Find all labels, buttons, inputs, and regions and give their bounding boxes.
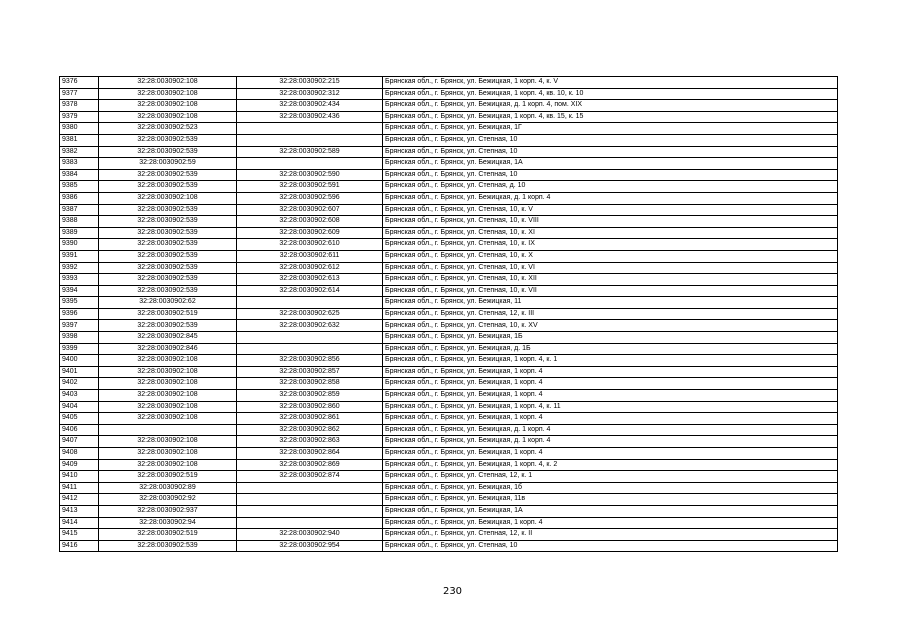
address-cell: Брянская обл., г. Брянск, ул. Бежицкая, 11в <box>383 494 838 506</box>
table-row <box>60 413 838 425</box>
parent-cadastral-number-cell: 32:28:0030902:539 <box>99 169 237 181</box>
table-row <box>60 540 838 552</box>
cadastral-number-cell: 32:28:0030902:434 <box>237 100 383 112</box>
address-cell: Брянская обл., г. Брянск, ул. Степная, 12, к. 1 <box>383 471 838 483</box>
table-row <box>60 158 838 170</box>
table-row <box>60 505 838 517</box>
address-cell: Брянская обл., г. Брянск, ул. Степная, 10, к. V <box>383 204 838 216</box>
cadastral-number-cell <box>237 517 383 529</box>
address-cell: Брянская обл., г. Брянск, ул. Бежицкая, 1 корп. 4 <box>383 517 838 529</box>
parent-cadastral-number-cell: 32:28:0030902:92 <box>99 494 237 506</box>
cadastral-number-cell: 32:28:0030902:864 <box>237 448 383 460</box>
table-row <box>60 308 838 320</box>
row-number-cell: 9390 <box>60 239 99 251</box>
table-row <box>60 448 838 460</box>
table-row <box>60 134 838 146</box>
address-cell: Брянская обл., г. Брянск, ул. Степная, 12, к. II <box>383 529 838 541</box>
address-cell: Брянская обл., г. Брянск, ул. Бежицкая, д. 1 корп. 4, пом. XIX <box>383 100 838 112</box>
address-cell: Брянская обл., г. Брянск, ул. Бежицкая, 11 <box>383 297 838 309</box>
address-cell: Брянская обл., г. Брянск, ул. Степная, 10, к. XII <box>383 274 838 286</box>
row-number-cell: 9376 <box>60 77 99 89</box>
address-cell: Брянская обл., г. Брянск, ул. Бежицкая, 1 корп. 4 <box>383 448 838 460</box>
table-row <box>60 204 838 216</box>
parent-cadastral-number-cell: 32:28:0030902:108 <box>99 192 237 204</box>
row-number-cell: 9394 <box>60 285 99 297</box>
row-number-cell: 9396 <box>60 308 99 320</box>
table-row <box>60 529 838 541</box>
address-cell: Брянская обл., г. Брянск, ул. Степная, 10 <box>383 134 838 146</box>
parent-cadastral-number-cell: 32:28:0030902:539 <box>99 285 237 297</box>
row-number-cell: 9378 <box>60 100 99 112</box>
table-row <box>60 181 838 193</box>
parent-cadastral-number-cell <box>99 424 237 436</box>
row-number-cell: 9415 <box>60 529 99 541</box>
parent-cadastral-number-cell: 32:28:0030902:108 <box>99 378 237 390</box>
table-body <box>60 77 838 552</box>
row-number-cell: 9400 <box>60 355 99 367</box>
table-row <box>60 250 838 262</box>
row-number-cell: 9401 <box>60 366 99 378</box>
row-number-cell: 9383 <box>60 158 99 170</box>
row-number-cell: 9397 <box>60 320 99 332</box>
parent-cadastral-number-cell: 32:28:0030902:108 <box>99 88 237 100</box>
row-number-cell: 9398 <box>60 332 99 344</box>
address-cell: Брянская обл., г. Брянск, ул. Степная, д. 10 <box>383 181 838 193</box>
cadastral-number-cell: 32:28:0030902:613 <box>237 274 383 286</box>
table-row <box>60 227 838 239</box>
address-cell: Брянская обл., г. Брянск, ул. Степная, 10, к. XI <box>383 227 838 239</box>
row-number-cell: 9393 <box>60 274 99 286</box>
parent-cadastral-number-cell: 32:28:0030902:108 <box>99 413 237 425</box>
row-number-cell: 9405 <box>60 413 99 425</box>
table-row <box>60 494 838 506</box>
table-row <box>60 401 838 413</box>
cadastral-number-cell <box>237 134 383 146</box>
row-number-cell: 9379 <box>60 111 99 123</box>
address-cell: Брянская обл., г. Брянск, ул. Степная, 10 <box>383 540 838 552</box>
cadastral-table <box>59 76 838 552</box>
cadastral-number-cell: 32:28:0030902:607 <box>237 204 383 216</box>
table-row <box>60 366 838 378</box>
table-row <box>60 297 838 309</box>
row-number-cell: 9404 <box>60 401 99 413</box>
parent-cadastral-number-cell: 32:28:0030902:539 <box>99 134 237 146</box>
address-cell: Брянская обл., г. Брянск, ул. Бежицкая, 1 корп. 4, кв. 10, к. 10 <box>383 88 838 100</box>
parent-cadastral-number-cell: 32:28:0030902:523 <box>99 123 237 135</box>
cadastral-number-cell <box>237 297 383 309</box>
table-row <box>60 262 838 274</box>
cadastral-number-cell: 32:28:0030902:614 <box>237 285 383 297</box>
cadastral-number-cell: 32:28:0030902:632 <box>237 320 383 332</box>
cadastral-number-cell: 32:28:0030902:862 <box>237 424 383 436</box>
parent-cadastral-number-cell: 32:28:0030902:94 <box>99 517 237 529</box>
address-cell: Брянская обл., г. Брянск, ул. Степная, 10, к. IX <box>383 239 838 251</box>
row-number-cell: 9387 <box>60 204 99 216</box>
table-row <box>60 216 838 228</box>
cadastral-number-cell: 32:28:0030902:859 <box>237 390 383 402</box>
address-cell: Брянская обл., г. Брянск, ул. Бежицкая, 1 корп. 4, к. 1 <box>383 355 838 367</box>
address-cell: Брянская обл., г. Брянск, ул. Степная, 10, к. X <box>383 250 838 262</box>
address-cell: Брянская обл., г. Брянск, ул. Бежицкая, 1А <box>383 505 838 517</box>
parent-cadastral-number-cell: 32:28:0030902:846 <box>99 343 237 355</box>
address-cell: Брянская обл., г. Брянск, ул. Бежицкая, 1А <box>383 158 838 170</box>
row-number-cell: 9384 <box>60 169 99 181</box>
row-number-cell: 9406 <box>60 424 99 436</box>
cadastral-number-cell: 32:28:0030902:861 <box>237 413 383 425</box>
table-row <box>60 332 838 344</box>
address-cell: Брянская обл., г. Брянск, ул. Бежицкая, 1Г <box>383 123 838 135</box>
parent-cadastral-number-cell: 32:28:0030902:108 <box>99 355 237 367</box>
parent-cadastral-number-cell: 32:28:0030902:539 <box>99 146 237 158</box>
row-number-cell: 9377 <box>60 88 99 100</box>
parent-cadastral-number-cell: 32:28:0030902:539 <box>99 239 237 251</box>
row-number-cell: 9388 <box>60 216 99 228</box>
parent-cadastral-number-cell: 32:28:0030902:108 <box>99 459 237 471</box>
table-row <box>60 482 838 494</box>
address-cell: Брянская обл., г. Брянск, ул. Бежицкая, д. 1Б <box>383 343 838 355</box>
row-number-cell: 9380 <box>60 123 99 135</box>
cadastral-number-cell: 32:28:0030902:860 <box>237 401 383 413</box>
parent-cadastral-number-cell: 32:28:0030902:539 <box>99 320 237 332</box>
parent-cadastral-number-cell: 32:28:0030902:62 <box>99 297 237 309</box>
address-cell: Брянская обл., г. Брянск, ул. Бежицкая, 1 корп. 4 <box>383 378 838 390</box>
cadastral-number-cell: 32:28:0030902:858 <box>237 378 383 390</box>
cadastral-number-cell: 32:28:0030902:869 <box>237 459 383 471</box>
table-row <box>60 390 838 402</box>
cadastral-number-cell: 32:28:0030902:610 <box>237 239 383 251</box>
table-row <box>60 239 838 251</box>
address-cell: Брянская обл., г. Брянск, ул. Степная, 10 <box>383 169 838 181</box>
cadastral-number-cell: 32:28:0030902:863 <box>237 436 383 448</box>
parent-cadastral-number-cell: 32:28:0030902:539 <box>99 227 237 239</box>
cadastral-number-cell <box>237 482 383 494</box>
address-cell: Брянская обл., г. Брянск, ул. Степная, 10, к. VII <box>383 285 838 297</box>
cadastral-number-cell <box>237 343 383 355</box>
row-number-cell: 9411 <box>60 482 99 494</box>
address-cell: Брянская обл., г. Брянск, ул. Бежицкая, 1 корп. 4 <box>383 366 838 378</box>
cadastral-number-cell: 32:28:0030902:857 <box>237 366 383 378</box>
address-cell: Брянская обл., г. Брянск, ул. Бежицкая, д. 1 корп. 4 <box>383 424 838 436</box>
address-cell: Брянская обл., г. Брянск, ул. Бежицкая, 1 корп. 4 <box>383 413 838 425</box>
table-row <box>60 517 838 529</box>
table-row <box>60 471 838 483</box>
cadastral-number-cell: 32:28:0030902:215 <box>237 77 383 89</box>
cadastral-number-cell: 32:28:0030902:596 <box>237 192 383 204</box>
row-number-cell: 9414 <box>60 517 99 529</box>
address-cell: Брянская обл., г. Брянск, ул. Бежицкая, д. 1 корп. 4 <box>383 192 838 204</box>
address-cell: Брянская обл., г. Брянск, ул. Бежицкая, 1 корп. 4, кв. 15, к. 15 <box>383 111 838 123</box>
cadastral-number-cell <box>237 123 383 135</box>
parent-cadastral-number-cell: 32:28:0030902:519 <box>99 308 237 320</box>
table-row <box>60 274 838 286</box>
cadastral-number-cell: 32:28:0030902:954 <box>237 540 383 552</box>
table-row <box>60 424 838 436</box>
parent-cadastral-number-cell: 32:28:0030902:539 <box>99 540 237 552</box>
cadastral-number-cell: 32:28:0030902:608 <box>237 216 383 228</box>
row-number-cell: 9416 <box>60 540 99 552</box>
parent-cadastral-number-cell: 32:28:0030902:539 <box>99 274 237 286</box>
table-row <box>60 123 838 135</box>
row-number-cell: 9407 <box>60 436 99 448</box>
row-number-cell: 9408 <box>60 448 99 460</box>
row-number-cell: 9389 <box>60 227 99 239</box>
page-number: 230 <box>442 586 463 597</box>
address-cell: Брянская обл., г. Брянск, ул. Бежицкая, 1Б <box>383 332 838 344</box>
cadastral-number-cell: 32:28:0030902:940 <box>237 529 383 541</box>
parent-cadastral-number-cell: 32:28:0030902:845 <box>99 332 237 344</box>
table-row <box>60 378 838 390</box>
row-number-cell: 9409 <box>60 459 99 471</box>
row-number-cell: 9413 <box>60 505 99 517</box>
address-cell: Брянская обл., г. Брянск, ул. Степная, 10, к. XV <box>383 320 838 332</box>
cadastral-number-cell: 32:28:0030902:612 <box>237 262 383 274</box>
cadastral-number-cell: 32:28:0030902:590 <box>237 169 383 181</box>
table-row <box>60 320 838 332</box>
table-row <box>60 169 838 181</box>
parent-cadastral-number-cell: 32:28:0030902:539 <box>99 262 237 274</box>
cadastral-number-cell: 32:28:0030902:625 <box>237 308 383 320</box>
parent-cadastral-number-cell: 32:28:0030902:519 <box>99 529 237 541</box>
cadastral-number-cell: 32:28:0030902:856 <box>237 355 383 367</box>
table-row <box>60 77 838 89</box>
address-cell: Брянская обл., г. Брянск, ул. Бежицкая, д. 1 корп. 4 <box>383 436 838 448</box>
cadastral-number-cell <box>237 505 383 517</box>
cadastral-number-cell: 32:28:0030902:611 <box>237 250 383 262</box>
table-row <box>60 436 838 448</box>
row-number-cell: 9410 <box>60 471 99 483</box>
parent-cadastral-number-cell: 32:28:0030902:89 <box>99 482 237 494</box>
row-number-cell: 9392 <box>60 262 99 274</box>
cadastral-number-cell <box>237 332 383 344</box>
table-row <box>60 343 838 355</box>
parent-cadastral-number-cell: 32:28:0030902:108 <box>99 390 237 402</box>
table-row <box>60 100 838 112</box>
parent-cadastral-number-cell: 32:28:0030902:539 <box>99 216 237 228</box>
parent-cadastral-number-cell: 32:28:0030902:519 <box>99 471 237 483</box>
parent-cadastral-number-cell: 32:28:0030902:108 <box>99 448 237 460</box>
parent-cadastral-number-cell: 32:28:0030902:539 <box>99 181 237 193</box>
row-number-cell: 9402 <box>60 378 99 390</box>
cadastral-number-cell: 32:28:0030902:436 <box>237 111 383 123</box>
row-number-cell: 9386 <box>60 192 99 204</box>
parent-cadastral-number-cell: 32:28:0030902:937 <box>99 505 237 517</box>
row-number-cell: 9395 <box>60 297 99 309</box>
table-row <box>60 285 838 297</box>
row-number-cell: 9391 <box>60 250 99 262</box>
parent-cadastral-number-cell: 32:28:0030902:108 <box>99 100 237 112</box>
parent-cadastral-number-cell: 32:28:0030902:539 <box>99 250 237 262</box>
parent-cadastral-number-cell: 32:28:0030902:108 <box>99 401 237 413</box>
table-row <box>60 192 838 204</box>
parent-cadastral-number-cell: 32:28:0030902:108 <box>99 111 237 123</box>
row-number-cell: 9403 <box>60 390 99 402</box>
table-row <box>60 111 838 123</box>
address-cell: Брянская обл., г. Брянск, ул. Степная, 12, к. III <box>383 308 838 320</box>
row-number-cell: 9412 <box>60 494 99 506</box>
cadastral-number-cell <box>237 494 383 506</box>
parent-cadastral-number-cell: 32:28:0030902:108 <box>99 77 237 89</box>
cadastral-number-cell: 32:28:0030902:591 <box>237 181 383 193</box>
row-number-cell: 9385 <box>60 181 99 193</box>
parent-cadastral-number-cell: 32:28:0030902:59 <box>99 158 237 170</box>
cadastral-number-cell: 32:28:0030902:312 <box>237 88 383 100</box>
cadastral-number-cell: 32:28:0030902:609 <box>237 227 383 239</box>
table-row <box>60 88 838 100</box>
parent-cadastral-number-cell: 32:28:0030902:108 <box>99 366 237 378</box>
cadastral-number-cell: 32:28:0030902:589 <box>237 146 383 158</box>
address-cell: Брянская обл., г. Брянск, ул. Бежицкая, 1б <box>383 482 838 494</box>
address-cell: Брянская обл., г. Брянск, ул. Бежицкая, 1 корп. 4, к. 2 <box>383 459 838 471</box>
parent-cadastral-number-cell: 32:28:0030902:108 <box>99 436 237 448</box>
table-row <box>60 459 838 471</box>
address-cell: Брянская обл., г. Брянск, ул. Степная, 10, к. VIII <box>383 216 838 228</box>
row-number-cell: 9381 <box>60 134 99 146</box>
address-cell: Брянская обл., г. Брянск, ул. Бежицкая, 1 корп. 4 <box>383 390 838 402</box>
address-cell: Брянская обл., г. Брянск, ул. Бежицкая, 1 корп. 4, к. 11 <box>383 401 838 413</box>
table-row <box>60 355 838 367</box>
table-row <box>60 146 838 158</box>
parent-cadastral-number-cell: 32:28:0030902:539 <box>99 204 237 216</box>
address-cell: Брянская обл., г. Брянск, ул. Бежицкая, 1 корп. 4, к. V <box>383 77 838 89</box>
row-number-cell: 9382 <box>60 146 99 158</box>
row-number-cell: 9399 <box>60 343 99 355</box>
address-cell: Брянская обл., г. Брянск, ул. Степная, 10, к. VI <box>383 262 838 274</box>
address-cell: Брянская обл., г. Брянск, ул. Степная, 10 <box>383 146 838 158</box>
cadastral-number-cell <box>237 158 383 170</box>
cadastral-number-cell: 32:28:0030902:874 <box>237 471 383 483</box>
